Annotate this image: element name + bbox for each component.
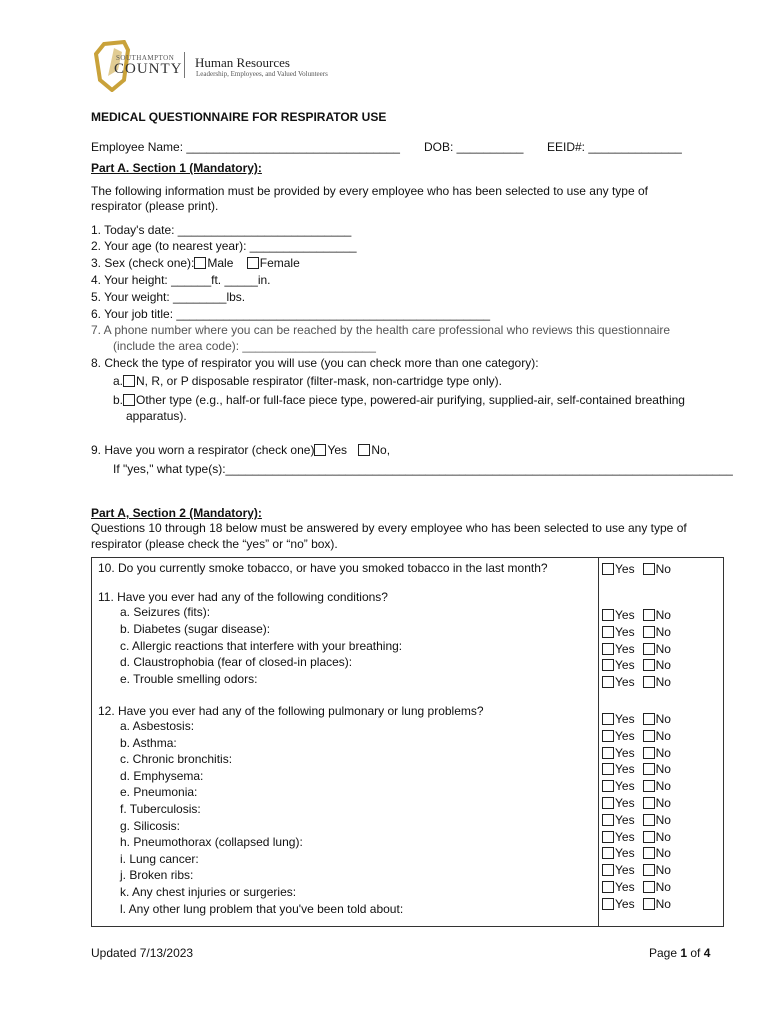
item-7-phone-line2[interactable]: (include the area code): ____________________ [113,339,376,353]
q12-item: k. Any chest injuries or surgeries: [120,885,297,899]
no-checkbox[interactable] [643,563,655,575]
item-9-worn-respirator [91,442,390,458]
no-checkbox[interactable] [643,814,655,826]
page-of: of [687,946,704,960]
yes-no-row [602,830,671,844]
q11-item: d. Claustrophobia (fear of closed-in places): [120,655,353,670]
question-10: 10. Do you currently smoke tobacco, or have you smoked tobacco in the last month? [98,561,548,575]
q12-item: c. Chronic bronchitis: [120,752,233,767]
yes-checkbox[interactable] [602,626,614,638]
item-8b-label: Other type (e.g., half-or full-face piece type, powered-air purifying, supplied-air, self-contained breathing [136,393,685,407]
yes-checkbox[interactable] [602,713,614,725]
no-checkbox[interactable] [643,609,655,621]
no-label: No [655,658,671,673]
no-label: No [655,762,671,777]
q12-item: j. Broken ribs: [120,868,194,883]
page-total: 4 [703,946,711,960]
part-a1-intro-line2: respirator (please print). [91,199,219,213]
yes-checkbox[interactable] [602,643,614,655]
yes-label: Yes [615,896,635,911]
item-9-yes-checkbox[interactable] [314,444,326,456]
no-checkbox[interactable] [643,898,655,910]
no-label: No [655,675,671,690]
no-checkbox[interactable] [643,831,655,843]
no-label: No [655,562,671,576]
q12-item: g. Silicosis: [120,818,181,833]
yes-label: Yes [615,675,635,690]
yes-no-row [602,779,671,793]
yes-label: Yes [615,812,635,827]
part-a-section-2-heading: Part A, Section 2 (Mandatory): [91,506,262,520]
yes-checkbox[interactable] [602,609,614,621]
yes-checkbox[interactable] [602,814,614,826]
item-8b-prefix: b. [113,393,124,407]
no-checkbox[interactable] [643,747,655,759]
yes-no-row [602,675,671,689]
dept-subtitle: Leadership, Employees, and Valued Volunteers [196,70,328,78]
no-checkbox[interactable] [643,626,655,638]
yes-no-row [602,562,671,576]
female-label: Female [259,256,300,270]
q11-item: e. Trouble smelling odors: [120,672,258,687]
yes-no-row [602,746,671,760]
yes-label: Yes [615,712,635,726]
part-a2-intro-line2: respirator (please check the “yes” or “no” box). [91,537,338,551]
item-3-label: 3. Sex (check one): [91,256,195,270]
no-checkbox[interactable] [643,659,655,671]
no-label: No [655,608,671,622]
item-8b-line2: apparatus). [126,409,187,423]
yes-no-row [602,625,671,639]
page-title: MEDICAL QUESTIONNAIRE FOR RESPIRATOR USE [91,110,387,124]
item-9-type-field[interactable]: If "yes," what type(s):____________________________________________________________________________ [113,462,733,476]
part-a2-intro-line1: Questions 10 through 18 below must be answered by every employee who has been selected to use any type of [91,521,687,535]
question-11: 11. Have you ever had any of the following conditions? [98,590,388,604]
yes-label: Yes [615,658,635,673]
item-8a [113,373,502,389]
no-label: No [655,728,671,743]
page-number [649,945,710,961]
page-prefix: Page [649,946,681,960]
no-label: No [655,846,671,861]
male-checkbox[interactable] [194,257,206,269]
yes-checkbox[interactable] [602,763,614,775]
item-9-label: 9. Have you worn a respirator (check one) [91,443,315,457]
no-label: No [655,863,671,878]
yes-label: Yes [615,641,635,656]
yes-no-row [602,880,671,894]
seal-county-text: COUNTY [114,61,183,77]
yes-no-row [602,897,671,911]
dob-field[interactable]: DOB: __________ [424,140,524,154]
no-label: No [655,812,671,827]
yes-no-row [602,863,671,877]
no-checkbox[interactable] [643,763,655,775]
item-8a-label: N, R, or P disposable respirator (filter-mask, non-cartridge type only). [136,374,502,388]
item-8a-checkbox[interactable] [123,375,135,387]
yes-no-row [602,762,671,776]
yes-label: Yes [615,779,635,794]
q12-item: a. Asbestosis: [120,719,195,733]
no-checkbox[interactable] [643,643,655,655]
no-checkbox[interactable] [643,797,655,809]
no-label: No [655,829,671,844]
item-8b [113,392,685,408]
yes-no-row [602,813,671,827]
yes-checkbox[interactable] [602,864,614,876]
yes-checkbox[interactable] [602,780,614,792]
item-4-height[interactable]: 4. Your height: ______ft. _____in. [91,273,271,287]
q12-item: l. Any other lung problem that you've been told about: [120,901,404,916]
part-a1-intro-line1: The following information must be provided by every employee who has been selected to use any type of [91,184,648,198]
no-checkbox[interactable] [643,780,655,792]
dept-title: Human Resources [195,55,290,70]
yes-no-row [602,642,671,656]
page-current: 1 [680,946,688,960]
yes-label: Yes [615,829,635,844]
male-label: Male [207,256,234,270]
yes-label: Yes [615,762,635,777]
item-9-yes-label: Yes [327,443,348,457]
yes-label: Yes [615,863,635,878]
no-checkbox[interactable] [643,730,655,742]
yes-checkbox[interactable] [602,563,614,575]
no-label: No [655,896,671,911]
yes-checkbox[interactable] [602,730,614,742]
table-column-divider [598,557,599,927]
q12-item: f. Tuberculosis: [120,802,201,816]
eeid-field[interactable]: EEID#: ______________ [547,140,682,154]
item-9-no-label: No, [371,443,391,457]
no-label: No [655,745,671,760]
yes-no-row [602,658,671,672]
item-5-weight[interactable]: 5. Your weight: ________lbs. [91,290,246,304]
q12-item: h. Pneumothorax (collapsed lung): [120,835,303,850]
no-checkbox[interactable] [643,881,655,893]
item-8b-checkbox[interactable] [123,394,135,406]
item-6-job-title[interactable]: 6. Your job title: _______________________________________________ [91,307,491,321]
no-label: No [655,779,671,794]
item-3-sex [91,255,300,271]
yes-checkbox[interactable] [602,847,614,859]
yes-checkbox[interactable] [602,898,614,910]
yes-label: Yes [615,562,635,576]
q11-item: b. Diabetes (sugar disease): [120,621,271,636]
yes-checkbox[interactable] [602,881,614,893]
no-label: No [655,712,671,726]
no-checkbox[interactable] [643,864,655,876]
yes-label: Yes [615,728,635,743]
yes-label: Yes [615,796,635,810]
female-checkbox[interactable] [247,257,259,269]
item-7-phone-line1: 7. A phone number where you can be reached by the health care professional who reviews this questionnaire [91,323,671,337]
q12-item: b. Asthma: [120,735,177,750]
item-9-no-checkbox[interactable] [358,444,370,456]
no-label: No [655,624,671,639]
no-label: No [655,641,671,656]
question-12: 12. Have you ever had any of the following pulmonary or lung problems? [98,704,484,718]
yes-label: Yes [615,608,635,622]
yes-checkbox[interactable] [602,659,614,671]
employee-name-field[interactable]: Employee Name: ________________________________ [91,140,400,154]
yes-checkbox[interactable] [602,676,614,688]
q11-item: a. Seizures (fits): [120,605,211,619]
yes-no-row [602,712,671,726]
part-a-section-1-heading: Part A. Section 1 (Mandatory): [91,161,262,175]
yes-label: Yes [615,846,635,861]
yes-no-row [602,846,671,860]
updated-date: Updated 7/13/2023 [91,946,194,960]
yes-checkbox[interactable] [602,831,614,843]
yes-no-row [602,729,671,743]
yes-label: Yes [615,624,635,639]
q12-item: e. Pneumonia: [120,785,198,800]
no-checkbox[interactable] [643,676,655,688]
no-label: No [655,796,671,810]
yes-checkbox[interactable] [602,747,614,759]
q12-item: d. Emphysema: [120,768,204,783]
q11-item: c. Allergic reactions that interfere with your breathing: [120,638,403,653]
no-label: No [655,880,671,894]
header-divider [184,52,185,78]
yes-checkbox[interactable] [602,797,614,809]
yes-label: Yes [615,880,635,894]
no-checkbox[interactable] [643,713,655,725]
no-checkbox[interactable] [643,847,655,859]
yes-no-row [602,608,671,622]
item-8a-prefix: a. [113,374,124,388]
yes-no-row [602,796,671,810]
item-1-date[interactable]: 1. Today's date: __________________________ [91,223,352,237]
item-2-age[interactable]: 2. Your age (to nearest year): ________________ [91,239,357,253]
yes-label: Yes [615,745,635,760]
q12-item: i. Lung cancer: [120,851,199,866]
item-8-respirator-type: 8. Check the type of respirator you will use (you can check more than one category): [91,356,539,370]
seal-text-top: SOUTHAMPTON [116,54,175,62]
